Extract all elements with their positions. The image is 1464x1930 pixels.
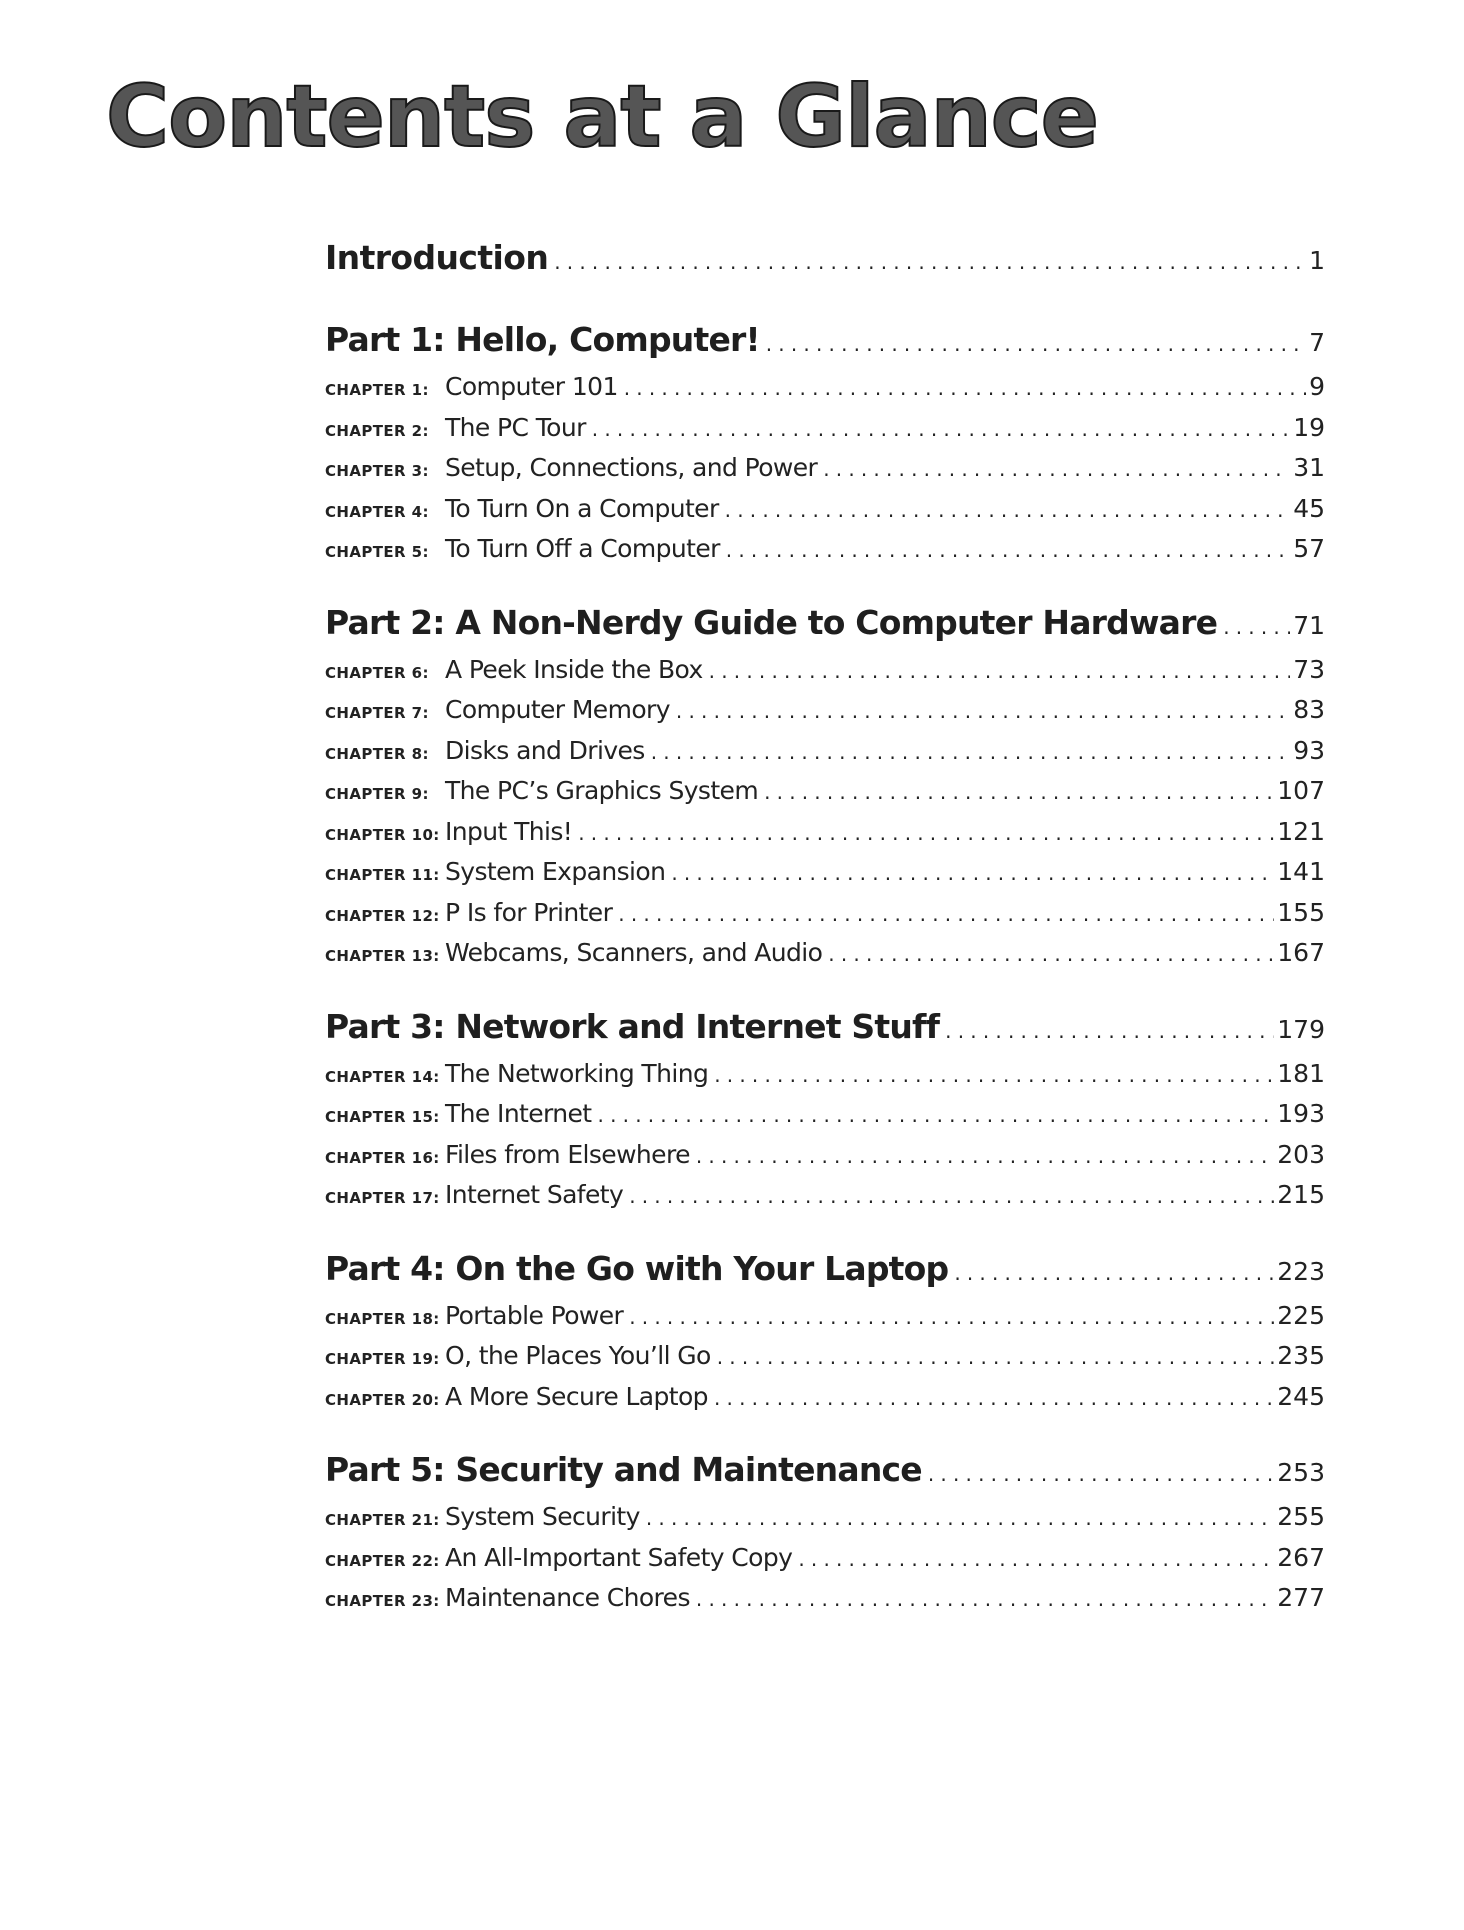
chapter-page-number: 73	[1293, 654, 1325, 684]
chapter-page-number: 255	[1277, 1502, 1325, 1531]
toc-entry-chapter[interactable]	[325, 655, 1325, 696]
toc-entry-chapter[interactable]	[325, 1099, 1325, 1140]
dot-leader	[726, 538, 1290, 562]
dot-leader	[714, 1386, 1274, 1410]
chapter-page-number: 277	[1277, 1583, 1325, 1612]
toc-entry-chapter[interactable]	[325, 938, 1325, 979]
chapter-title: Computer Memory	[445, 695, 670, 724]
toc-entry-part[interactable]	[325, 603, 1325, 655]
toc-entry-part[interactable]	[325, 320, 1325, 372]
dot-leader	[618, 902, 1274, 926]
chapter-title: To Turn On a Computer	[445, 493, 719, 523]
chapter-label: CHAPTER 19:	[325, 1350, 440, 1368]
dot-leader	[592, 417, 1290, 441]
chapter-label: CHAPTER 3:	[325, 462, 429, 480]
chapter-title: O, the Places You’ll Go	[445, 1341, 711, 1370]
chapter-title: Files from Elsewhere	[445, 1139, 690, 1169]
dot-leader	[725, 498, 1291, 522]
chapter-title: System Security	[445, 1502, 640, 1531]
part-page-number: 223	[1277, 1256, 1325, 1286]
parts-list	[325, 320, 1325, 1624]
toc-entry-chapter[interactable]	[325, 534, 1325, 575]
chapter-page-number: 31	[1293, 453, 1325, 482]
chapter-label: CHAPTER 15:	[325, 1108, 440, 1126]
dot-leader	[629, 1184, 1274, 1208]
part-title: Part 2: A Non-Nerdy Guide to Computer Hardware	[325, 602, 1218, 642]
toc-entry-introduction[interactable]	[325, 238, 1325, 294]
chapter-title: The PC Tour	[445, 412, 586, 442]
toc-entry-chapter[interactable]	[325, 1341, 1325, 1382]
chapter-title: The PC’s Graphics System	[445, 776, 759, 805]
part-section	[325, 1007, 1325, 1221]
dot-leader	[696, 1144, 1274, 1168]
chapter-title: Portable Power	[445, 1300, 624, 1330]
page-title: Contents at a Glance	[106, 67, 1099, 167]
chapter-title: A Peek Inside the Box	[445, 654, 703, 684]
chapter-page-number: 245	[1277, 1381, 1325, 1411]
chapter-label: CHAPTER 13:	[325, 947, 440, 965]
chapter-title: Input This!	[445, 816, 573, 846]
toc-entry-chapter[interactable]	[325, 898, 1325, 939]
dot-leader	[823, 457, 1290, 481]
chapter-label: CHAPTER 18:	[325, 1309, 440, 1328]
chapter-page-number: 45	[1293, 493, 1325, 523]
dot-leader	[671, 861, 1274, 885]
part-section	[325, 1249, 1325, 1423]
chapter-page-number: 19	[1293, 412, 1325, 442]
chapter-page-number: 215	[1277, 1180, 1325, 1209]
toc-entry-chapter[interactable]	[325, 1543, 1325, 1584]
toc-entry-chapter[interactable]	[325, 494, 1325, 535]
toc-entry-part[interactable]	[325, 1249, 1325, 1301]
toc-entry-chapter[interactable]	[325, 372, 1325, 413]
part-page-number: 179	[1277, 1014, 1325, 1044]
toc-entry-chapter[interactable]	[325, 1059, 1325, 1100]
chapter-title: System Expansion	[445, 857, 666, 886]
chapter-page-number: 93	[1293, 735, 1325, 765]
toc-entry-chapter[interactable]	[325, 776, 1325, 817]
chapter-title: Internet Safety	[445, 1180, 624, 1209]
toc-entry-chapter[interactable]	[325, 1583, 1325, 1624]
chapter-page-number: 57	[1293, 534, 1325, 563]
chapter-label: CHAPTER 7:	[325, 704, 429, 722]
dot-leader	[578, 821, 1274, 845]
dot-leader	[676, 699, 1290, 723]
chapter-label: CHAPTER 9:	[325, 785, 429, 803]
toc-entry-chapter[interactable]	[325, 1382, 1325, 1423]
chapter-title: Computer 101	[445, 372, 618, 401]
chapter-title: To Turn Off a Computer	[445, 534, 720, 563]
dot-leader	[798, 1547, 1274, 1571]
chapter-page-number: 267	[1277, 1542, 1325, 1572]
toc-entry-chapter[interactable]	[325, 695, 1325, 736]
chapter-page-number: 181	[1277, 1058, 1325, 1088]
part-section	[325, 320, 1325, 575]
chapter-label: CHAPTER 14:	[325, 1067, 440, 1086]
introduction-title: Introduction	[325, 238, 549, 277]
dot-leader	[945, 1019, 1274, 1043]
dot-leader	[624, 376, 1306, 400]
chapter-label: CHAPTER 17:	[325, 1189, 440, 1207]
dot-leader	[828, 942, 1274, 966]
toc-entry-part[interactable]	[325, 1450, 1325, 1502]
part-title: Part 4: On the Go with Your Laptop	[325, 1248, 949, 1288]
toc-entry-chapter[interactable]	[325, 1301, 1325, 1342]
chapter-label: CHAPTER 20:	[325, 1390, 440, 1409]
dot-leader	[954, 1261, 1274, 1285]
toc-entry-chapter[interactable]	[325, 817, 1325, 858]
chapter-title: The Internet	[445, 1099, 592, 1128]
dot-leader	[629, 1305, 1274, 1329]
chapter-page-number: 141	[1277, 857, 1325, 886]
chapter-label: CHAPTER 21:	[325, 1511, 440, 1529]
toc-entry-chapter[interactable]	[325, 736, 1325, 777]
chapter-page-number: 203	[1277, 1139, 1325, 1169]
chapter-page-number: 225	[1277, 1300, 1325, 1330]
chapter-title: Disks and Drives	[445, 735, 645, 765]
chapter-label: CHAPTER 16:	[325, 1148, 440, 1167]
chapter-page-number: 121	[1277, 816, 1325, 846]
dot-leader	[651, 740, 1290, 764]
chapter-title: Setup, Connections, and Power	[445, 453, 818, 482]
chapter-label: CHAPTER 6:	[325, 663, 429, 682]
dot-leader	[1223, 615, 1290, 639]
dot-leader	[696, 1587, 1274, 1611]
chapter-label: CHAPTER 1:	[325, 381, 429, 399]
chapter-label: CHAPTER 5:	[325, 543, 429, 561]
chapter-label: CHAPTER 11:	[325, 866, 440, 884]
introduction-page-number: 1	[1309, 246, 1325, 275]
toc-entry-chapter[interactable]	[325, 413, 1325, 454]
part-page-number: 7	[1309, 328, 1325, 357]
chapter-title: P Is for Printer	[445, 897, 613, 927]
chapter-page-number: 167	[1277, 938, 1325, 967]
part-title: Part 1: Hello, Computer!	[325, 320, 760, 359]
part-page-number: 71	[1293, 610, 1325, 640]
dot-leader	[928, 1462, 1274, 1486]
dot-leader	[717, 1345, 1275, 1369]
chapter-label: CHAPTER 10:	[325, 825, 440, 844]
chapter-title: An All-Important Safety Copy	[445, 1542, 793, 1572]
chapter-title: A More Secure Laptop	[445, 1381, 708, 1411]
chapter-label: CHAPTER 8:	[325, 744, 429, 763]
dot-leader	[766, 332, 1306, 356]
part-title: Part 5: Security and Maintenance	[325, 1450, 922, 1489]
part-section	[325, 603, 1325, 979]
chapter-label: CHAPTER 4:	[325, 502, 429, 521]
dot-leader	[709, 659, 1291, 683]
chapter-title: The Networking Thing	[445, 1058, 709, 1088]
table-of-contents	[325, 238, 1325, 1652]
chapter-title: Webcams, Scanners, and Audio	[445, 938, 823, 967]
chapter-title: Maintenance Chores	[445, 1583, 690, 1612]
chapter-page-number: 193	[1277, 1099, 1325, 1128]
dot-leader	[554, 250, 1306, 274]
toc-entry-chapter[interactable]	[325, 1180, 1325, 1221]
toc-entry-part[interactable]	[325, 1007, 1325, 1059]
toc-entry-chapter[interactable]	[325, 453, 1325, 494]
dot-leader	[598, 1103, 1275, 1127]
toc-entry-chapter[interactable]	[325, 857, 1325, 898]
chapter-page-number: 235	[1277, 1341, 1325, 1370]
part-section	[325, 1450, 1325, 1624]
part-title: Part 3: Network and Internet Stuff	[325, 1006, 940, 1046]
dot-leader	[646, 1506, 1274, 1530]
chapter-page-number: 107	[1277, 776, 1325, 805]
chapter-label: CHAPTER 23:	[325, 1592, 440, 1610]
toc-entry-chapter[interactable]	[325, 1140, 1325, 1181]
chapter-page-number: 83	[1293, 695, 1325, 724]
dot-leader	[764, 780, 1274, 804]
chapter-label: CHAPTER 2:	[325, 421, 429, 440]
toc-entry-chapter[interactable]	[325, 1502, 1325, 1543]
part-page-number: 253	[1277, 1458, 1325, 1487]
chapter-label: CHAPTER 22:	[325, 1551, 440, 1570]
dot-leader	[714, 1063, 1274, 1087]
chapter-label: CHAPTER 12:	[325, 906, 440, 925]
chapter-page-number: 155	[1277, 897, 1325, 927]
chapter-page-number: 9	[1309, 372, 1325, 401]
